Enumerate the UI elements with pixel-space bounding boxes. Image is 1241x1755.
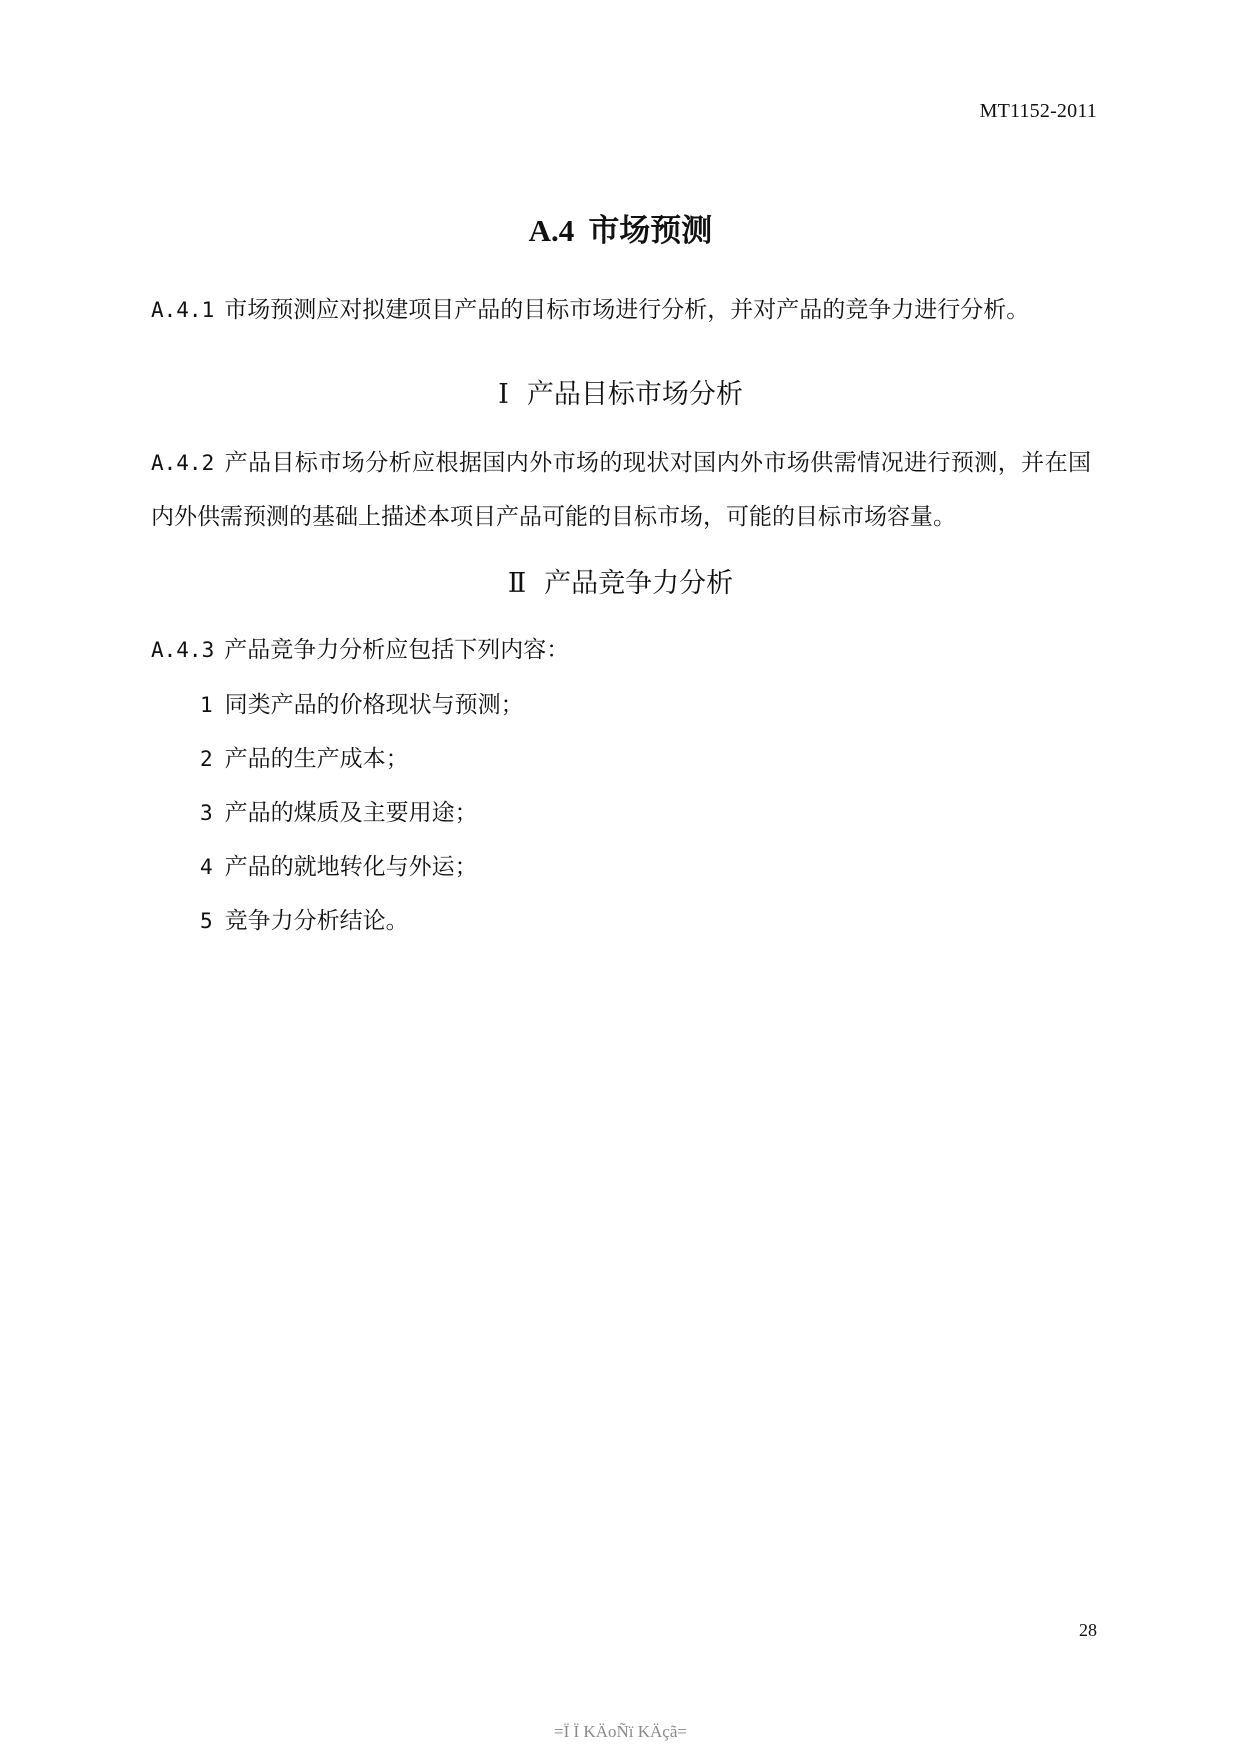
list-item [200,848,478,881]
list-item-text: 产品的就地转化与外运； [224,854,478,880]
clause-text: 产品竞争力分析应包括下列内容： [224,637,570,663]
section-number: A.4 [528,213,575,248]
list-item-text: 产品的生产成本； [224,746,409,772]
subsection-heading-1 [0,372,1241,411]
list-item-number: 4 [200,855,213,879]
list-item [200,902,409,935]
clause-number: A.4.1 [151,298,215,322]
subsection-roman: Ⅰ [498,379,509,410]
list-item-text: 同类产品的价格现状与预测； [224,692,524,718]
section-title-text: 市场预测 [588,213,713,249]
list-item-text: 产品的煤质及主要用途； [224,800,478,826]
section-heading [0,205,1241,250]
clause-a-4-2 [151,436,1091,544]
clause-number: A.4.3 [151,638,215,662]
clause-a-4-1 [151,283,1091,337]
document-code: MT1152-2011 [979,100,1097,122]
page-number: 28 [1079,1620,1097,1640]
list-item-number: 1 [200,693,213,717]
subsection-heading-2 [0,561,1241,600]
clause-number: A.4.2 [151,451,215,475]
footer-watermark: =Ï Ï KÄoÑï KÄçã= [554,1722,687,1741]
subsection-title: 产品竞争力分析 [544,568,734,599]
list-item [200,686,524,719]
list-item [200,794,478,827]
list-item-number: 5 [200,909,213,933]
clause-a-4-3 [151,623,1091,677]
list-item-number: 2 [200,747,213,771]
subsection-title: 产品目标市场分析 [526,379,743,410]
clause-text: 产品目标市场分析应根据国内外市场的现状对国内外市场供需情况进行预测，并在国内外供需预测的基础上描述本项目产品可能的目标市场，可能的目标市场容量。 [151,450,1091,530]
list-item-text: 竞争力分析结论。 [224,908,409,934]
subsection-roman: Ⅱ [507,568,527,599]
clause-text: 市场预测应对拟建项目产品的目标市场进行分析，并对产品的竞争力进行分析。 [224,297,1030,323]
list-item [200,740,409,773]
list-item-number: 3 [200,801,213,825]
